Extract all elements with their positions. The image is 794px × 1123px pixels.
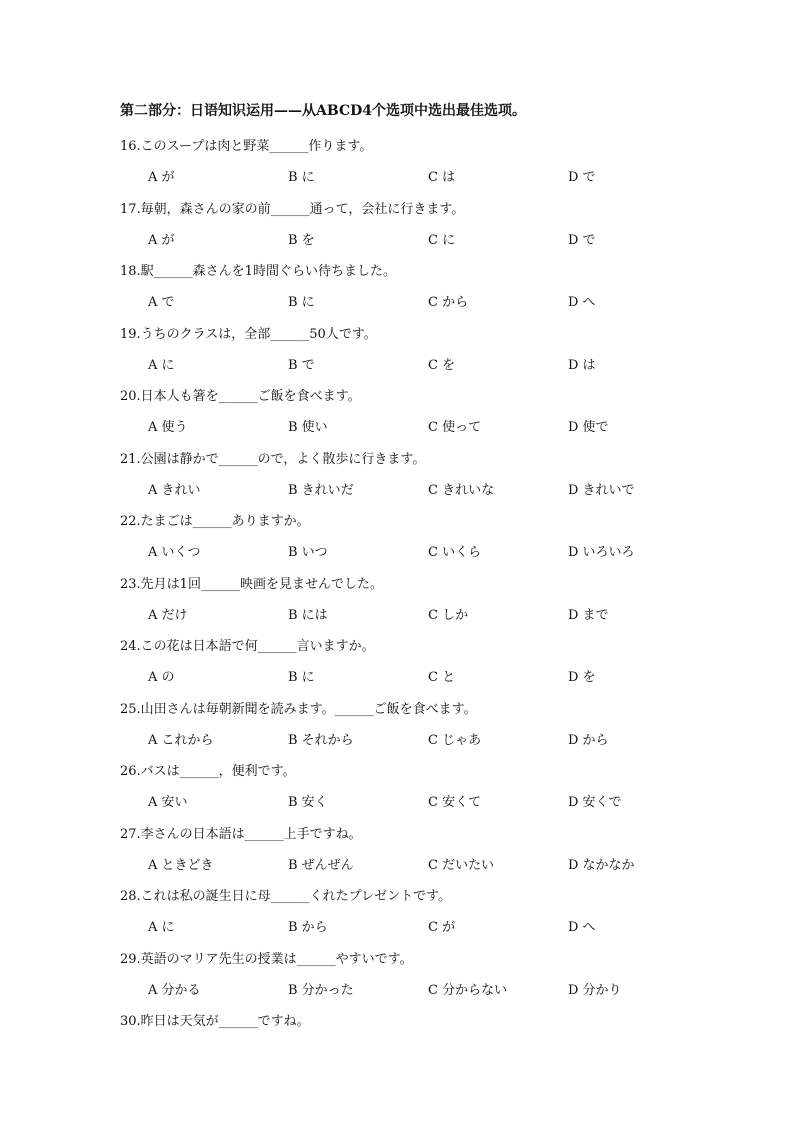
question-text: 29.英語のマリア先生の授業は______やすいです。 (120, 951, 413, 967)
option-a: A 分かる (148, 982, 201, 998)
question-text: 28.これは私の誕生日に母______くれたプレゼントです。 (120, 889, 452, 904)
section-heading: 第二部分：日语知识运用——从ABCD4个选项中选出最佳选项。 (120, 103, 526, 119)
question-text: 21.公園は静かで______ので，よく散歩に行きます。 (120, 451, 426, 467)
option-c: C 安くて (428, 795, 482, 810)
options-row (0, 479, 794, 497)
option-c: C じゃあ (428, 732, 482, 748)
option-a: A の (148, 670, 175, 685)
option-d: D いろいろ (568, 545, 635, 560)
option-b: B には (288, 607, 328, 623)
option-c: C と (428, 670, 456, 685)
option-a: A 使う (148, 420, 188, 435)
option-b: B に (288, 670, 315, 685)
options-row (0, 666, 794, 684)
option-d: D へ (568, 295, 596, 310)
option-b: B から (288, 920, 328, 935)
option-c: C きれいな (428, 482, 495, 498)
option-b: B ぜんぜん (288, 857, 354, 873)
option-d: D を (568, 670, 596, 685)
option-c: C は (428, 170, 456, 185)
question-text: 23.先月は1回______映画を見ませんでした。 (120, 576, 383, 592)
options-row (0, 291, 794, 309)
option-c: C いくら (428, 545, 482, 560)
option-d: D なかなか (568, 857, 635, 873)
option-a: A ときどき (148, 857, 214, 873)
question-text: 26.バスは______，便利です。 (120, 764, 296, 779)
option-d: D は (568, 357, 596, 373)
option-c: C が (428, 920, 456, 935)
option-b: B きれいだ (288, 482, 354, 498)
option-d: D 使で (568, 420, 609, 435)
option-a: A が (148, 232, 175, 248)
option-a: A に (148, 920, 175, 935)
question-text: 25.山田さんは毎朝新聞を読みます。______ご飯を食べます。 (120, 701, 477, 717)
options-row (0, 229, 794, 247)
option-c: C しか (428, 607, 469, 623)
option-d: D で (568, 232, 596, 248)
option-a: A いくつ (148, 545, 201, 560)
question-text: 17.毎朝，森さんの家の前______通って，会社に行きます。 (120, 201, 465, 217)
question-text: 24.この花は日本語で何______言いますか。 (120, 639, 375, 654)
option-c: C 分からない (428, 982, 508, 998)
options-row (0, 416, 794, 434)
options-row (0, 729, 794, 747)
option-b: B それから (288, 732, 354, 748)
option-b: B に (288, 170, 315, 185)
option-b: B 分かった (288, 982, 354, 998)
options-row (0, 979, 794, 997)
options-row (0, 354, 794, 372)
option-d: D 安くで (568, 795, 622, 810)
option-a: A に (148, 357, 175, 373)
option-d: D で (568, 170, 596, 185)
option-c: C だいたい (428, 857, 495, 873)
options-row (0, 916, 794, 934)
option-d: D まで (568, 607, 609, 623)
option-c: C に (428, 232, 456, 248)
question-text: 16.このスープは肉と野菜______作ります。 (120, 139, 373, 154)
option-b: B を (288, 232, 315, 248)
option-a: A で (148, 295, 175, 310)
question-text: 19.うちのクラスは，全部______50人です。 (120, 326, 377, 342)
option-d: D から (568, 732, 609, 748)
option-d: D きれいで (568, 482, 635, 498)
option-c: C から (428, 295, 469, 310)
option-b: B で (288, 357, 315, 373)
options-row (0, 854, 794, 872)
option-d: D 分かり (568, 982, 622, 998)
question-text: 30.昨日は天気が______ですね。 (120, 1014, 310, 1029)
option-a: A きれい (148, 482, 201, 498)
options-row (0, 604, 794, 622)
question-text: 27.李さんの日本語は______上手ですね。 (120, 826, 362, 842)
option-c: C を (428, 357, 456, 373)
option-b: B いつ (288, 545, 328, 560)
question-text: 18.駅______森さんを1時間ぐらい待ちました。 (120, 264, 396, 279)
question-text: 20.日本人も箸を______ご飯を食べます。 (120, 389, 361, 404)
option-a: A が (148, 170, 175, 185)
option-b: B 使い (288, 420, 328, 435)
options-row (0, 791, 794, 809)
question-text: 22.たまごは______ありますか。 (120, 514, 310, 529)
option-a: A これから (148, 732, 214, 748)
option-d: D へ (568, 920, 596, 935)
options-row (0, 541, 794, 559)
options-row (0, 166, 794, 184)
option-a: A 安い (148, 795, 188, 810)
option-a: A だけ (148, 607, 188, 623)
option-b: B 安く (288, 795, 328, 810)
option-b: B に (288, 295, 315, 310)
option-c: C 使って (428, 420, 482, 435)
